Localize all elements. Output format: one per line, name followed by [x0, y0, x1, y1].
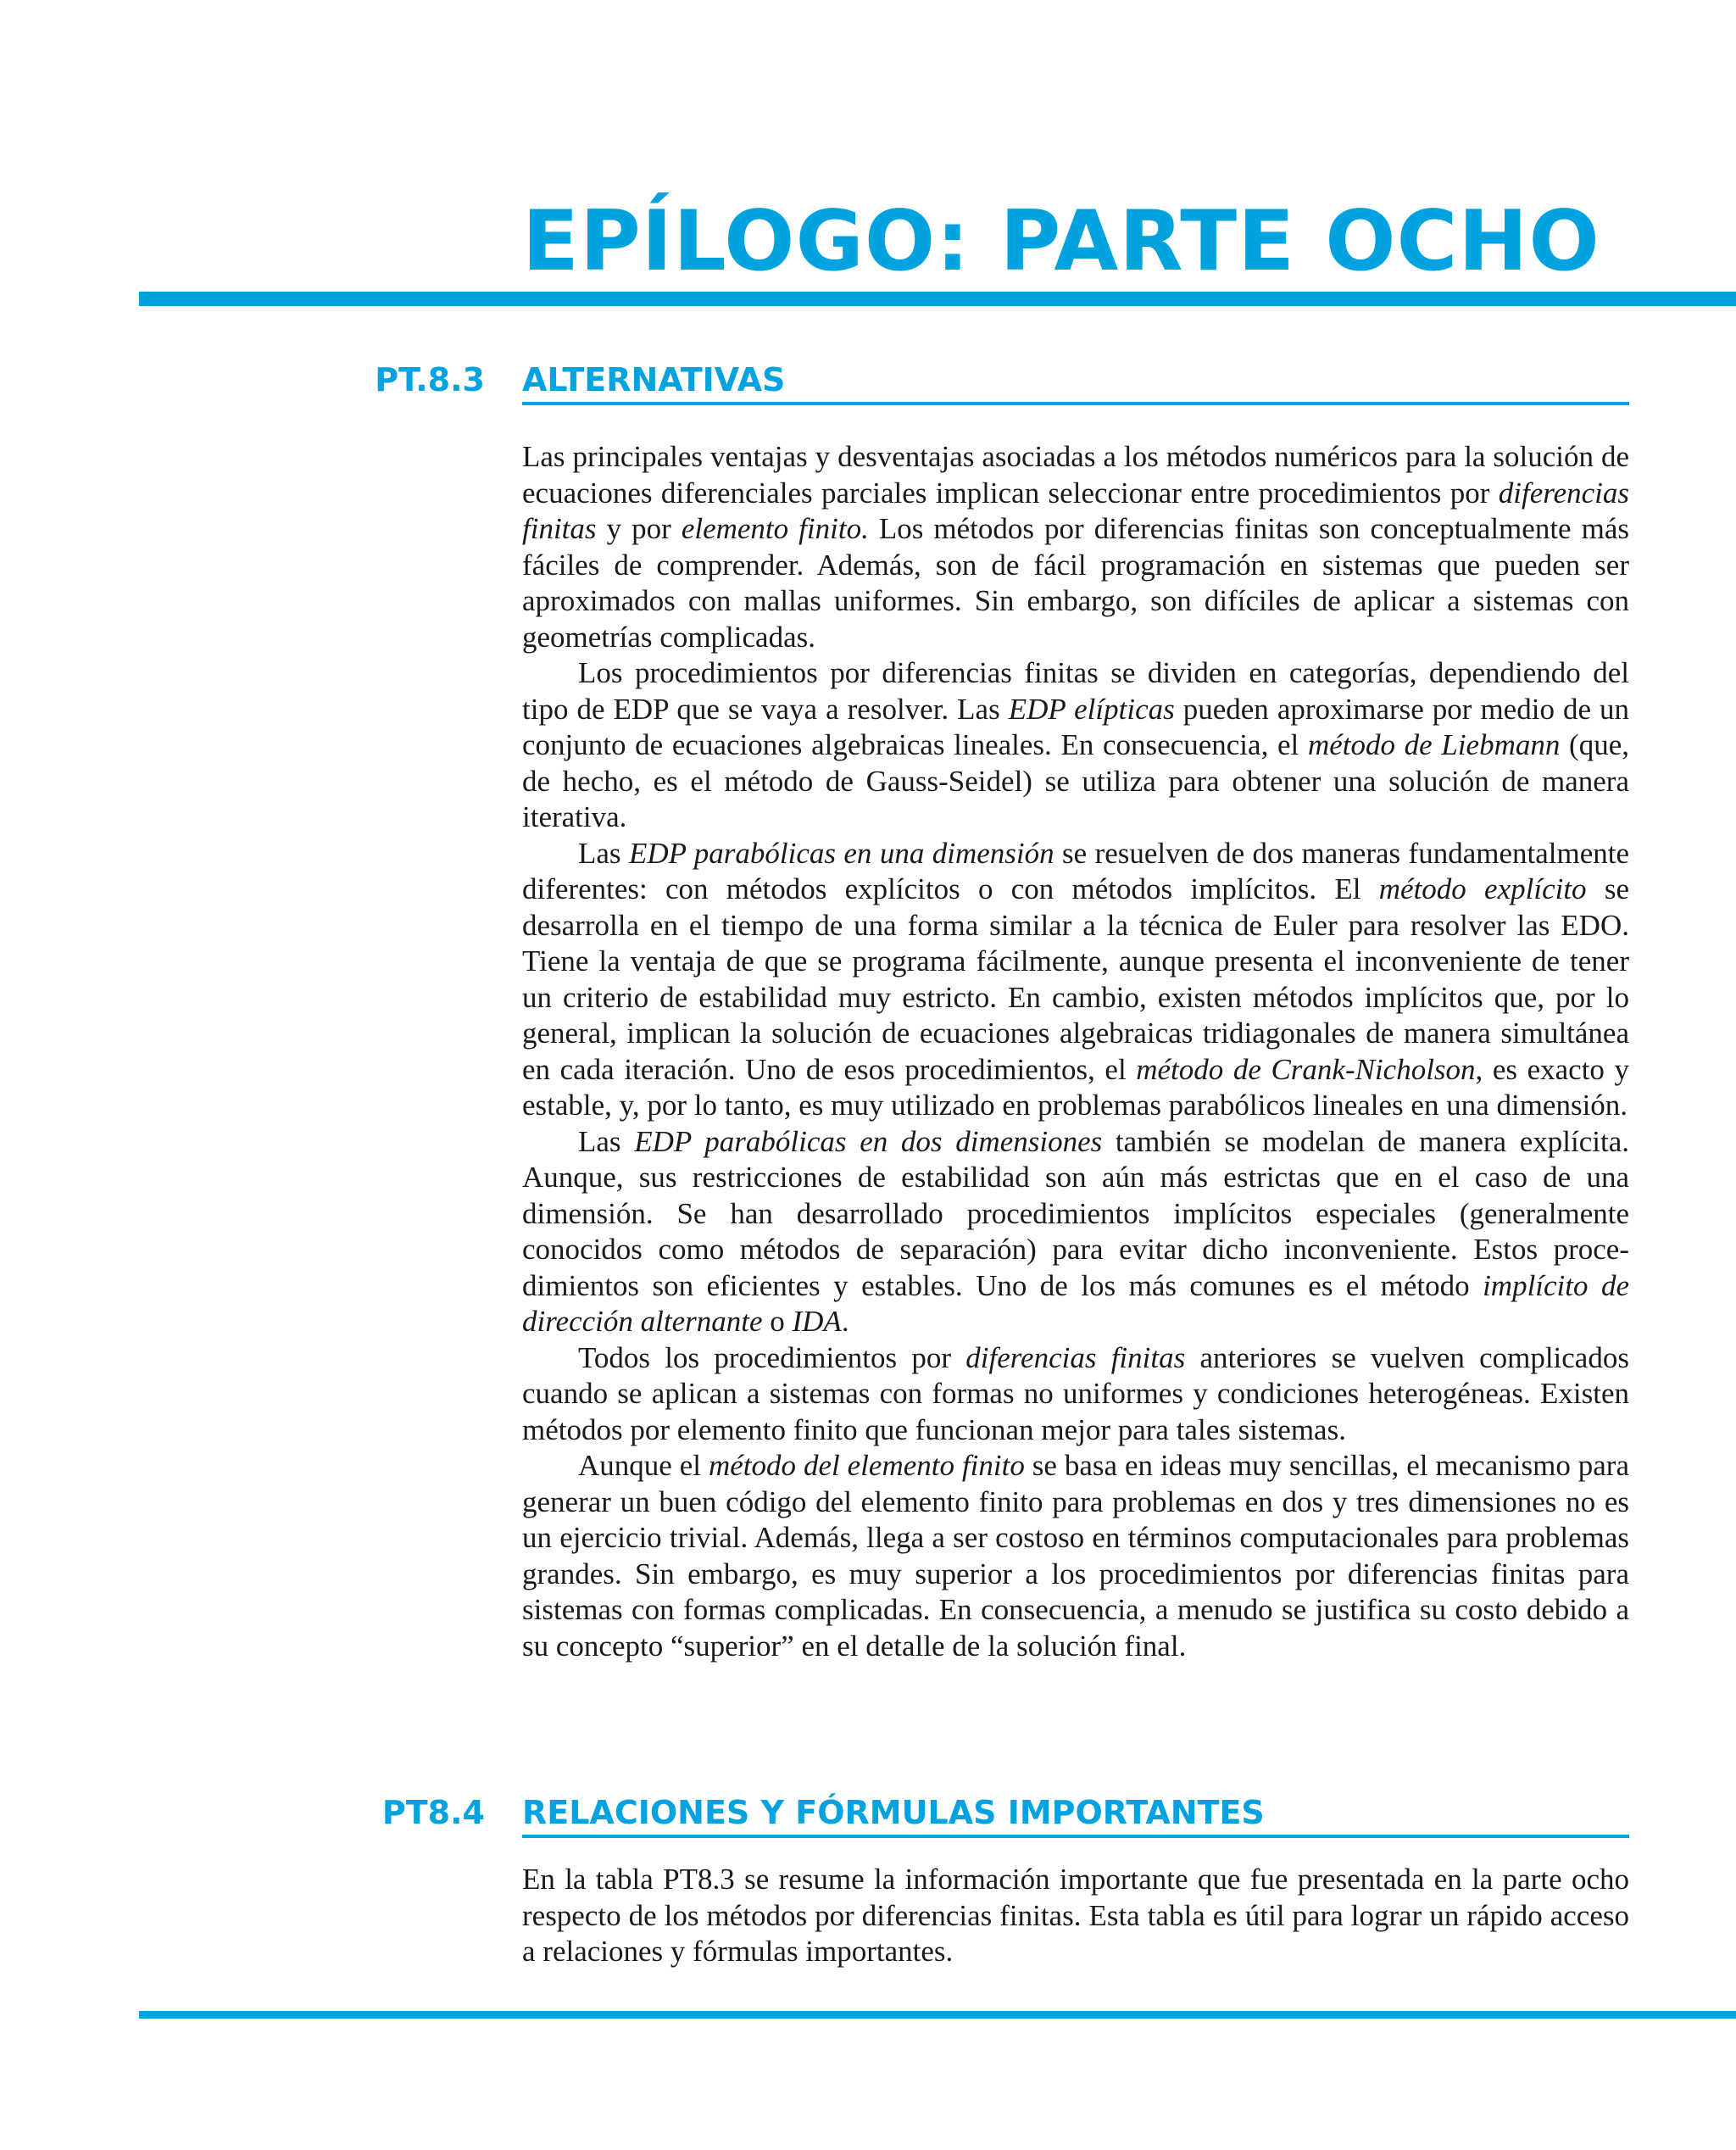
text-run: Los métodos por diferencias finitas son conceptualmente más fáciles de comprender. Además, son de fácil programación en sistemas que pueden ser aproximados con mallas uniformes. Sin embargo, son difíciles de aplicar a sistemas con geometrías complicadas. [522, 512, 1629, 654]
italic-term: EDP parabólicas en una dimensión [628, 836, 1054, 870]
text-run: y por [596, 512, 682, 545]
section-title: ALTERNATIVAS [522, 361, 786, 398]
italic-term: diferencias finitas [522, 476, 1629, 545]
text-run: Aunque el [578, 1449, 709, 1482]
footer-rule [139, 2011, 1736, 2019]
text-run: también se modelan de manera explícita. Aunque, sus restricciones de estabilidad son aún más estrictas que en el caso de una dimensión. Se han desarrollado procedimientos implícitos especiales (generalmente conocidos como métodos de separación) para evitar dicho inconveniente. Estos procedimientos son eficientes y estables. Uno de los más comunes es el método [522, 1124, 1629, 1302]
text-run: Los procedimientos por diferencias finitas se dividen en categorías, dependiendo del tipo de EDP que se vaya a resolver. Las [522, 656, 1629, 726]
italic-term: método del elemento finito [708, 1449, 1025, 1482]
paragraph [522, 1340, 1629, 1449]
italic-term: diferencias finitas [965, 1340, 1186, 1374]
text-run: se basa en ideas muy sencillas, el mecanismo para generar un buen código del elemento finito para problemas en dos y tres dimensiones no es un ejercicio trivial. Además, llega a ser costoso en términos computacionales para problemas grandes. Sin embargo, es muy superior a los procedimientos por diferencias finitas para sistemas con formas complicadas. En consecuencia, a menudo se justifica su costo debido a su concepto “superior” en el detalle de la solución final. [522, 1449, 1629, 1663]
text-run: Las principales ventajas y desventajas asociadas a los métodos numéricos para la solución de ecuaciones diferenciales parciales implican seleccionar entre procedimientos por [522, 440, 1629, 510]
italic-term: elemento finito. [681, 512, 869, 545]
section-number: PT8.4 [381, 1794, 485, 1831]
italic-term: IDA [792, 1305, 842, 1338]
section-heading-alternativas [0, 354, 1736, 405]
title-rule [139, 292, 1736, 306]
text-run: . [841, 1305, 849, 1338]
section-body-alternativas [522, 439, 1629, 1664]
italic-term: implícito de dirección alternante [522, 1268, 1629, 1338]
paragraph [522, 655, 1629, 836]
text-run: , es exacto y estable, y, por lo tanto, es muy utilizado en problemas parabólicos lineales en una dimensión. [522, 1052, 1629, 1122]
section-rule [522, 402, 1629, 405]
section-number: PT.8.3 [375, 361, 485, 398]
text-run: o [762, 1305, 793, 1338]
section-heading-relaciones [0, 1787, 1736, 1838]
italic-term: método de Crank-Nicholson [1136, 1052, 1476, 1086]
paragraph [522, 1862, 1629, 1970]
paragraph [522, 1448, 1629, 1664]
text-run: pueden aproximarse por medio de un conjunto de ecuaciones algebraicas lineales. En consecuencia, el [522, 692, 1629, 761]
text-run: En la tabla PT8.3 se resume la información importante que fue presentada en la parte ocho respecto de los métodos por diferencias finitas. Esta tabla es útil para lograr un rápido acceso a relaciones y fórmulas importantes. [522, 1863, 1629, 1968]
text-run: anteriores se vuelven complicados cuando se aplican a sistemas con formas no uniformes y condiciones heterogéneas. Existen métodos por elemento finito que funcionan mejor para tales sistemas. [522, 1340, 1629, 1446]
section-title: RELACIONES Y FÓRMULAS IMPORTANTES [522, 1794, 1265, 1831]
text-run: (que, de hecho, es el método de Gauss-Seidel) se utiliza para obtener una solución de manera iterativa. [522, 728, 1629, 833]
page-title: EPÍLOGO: PARTE OCHO [522, 193, 1600, 290]
paragraph [522, 439, 1629, 655]
italic-term: EDP elípticas [1008, 692, 1175, 726]
text-run: se desarrolla en el tiempo de una forma similar a la técnica de Euler para resolver las EDO. Tiene la ventaja de que se programa fácilmente, aunque presenta el inconveniente de tener un criterio de estabilidad muy estricto. En cambio, existen métodos implícitos que, por lo general, implican la solución de ecuaciones algebraicas tridiagonales de manera simultánea en cada iteración. Uno de esos procedimientos, el [522, 872, 1629, 1086]
italic-term: método de Liebmann [1307, 728, 1561, 761]
text-run: Las [578, 1124, 635, 1158]
text-run: Las [578, 836, 629, 870]
italic-term: EDP parabólicas en dos dimensiones [634, 1124, 1103, 1158]
text-run: Todos los procedimientos por [578, 1340, 966, 1374]
paragraph [522, 836, 1629, 1124]
section-body-relaciones [522, 1862, 1629, 1970]
section-rule [522, 1835, 1629, 1838]
italic-term: método explícito [1378, 872, 1587, 905]
paragraph [522, 1124, 1629, 1340]
text-run: se resuelven de dos maneras fundamentalmente diferentes: con métodos explícitos o con métodos implícitos. El [522, 836, 1629, 905]
